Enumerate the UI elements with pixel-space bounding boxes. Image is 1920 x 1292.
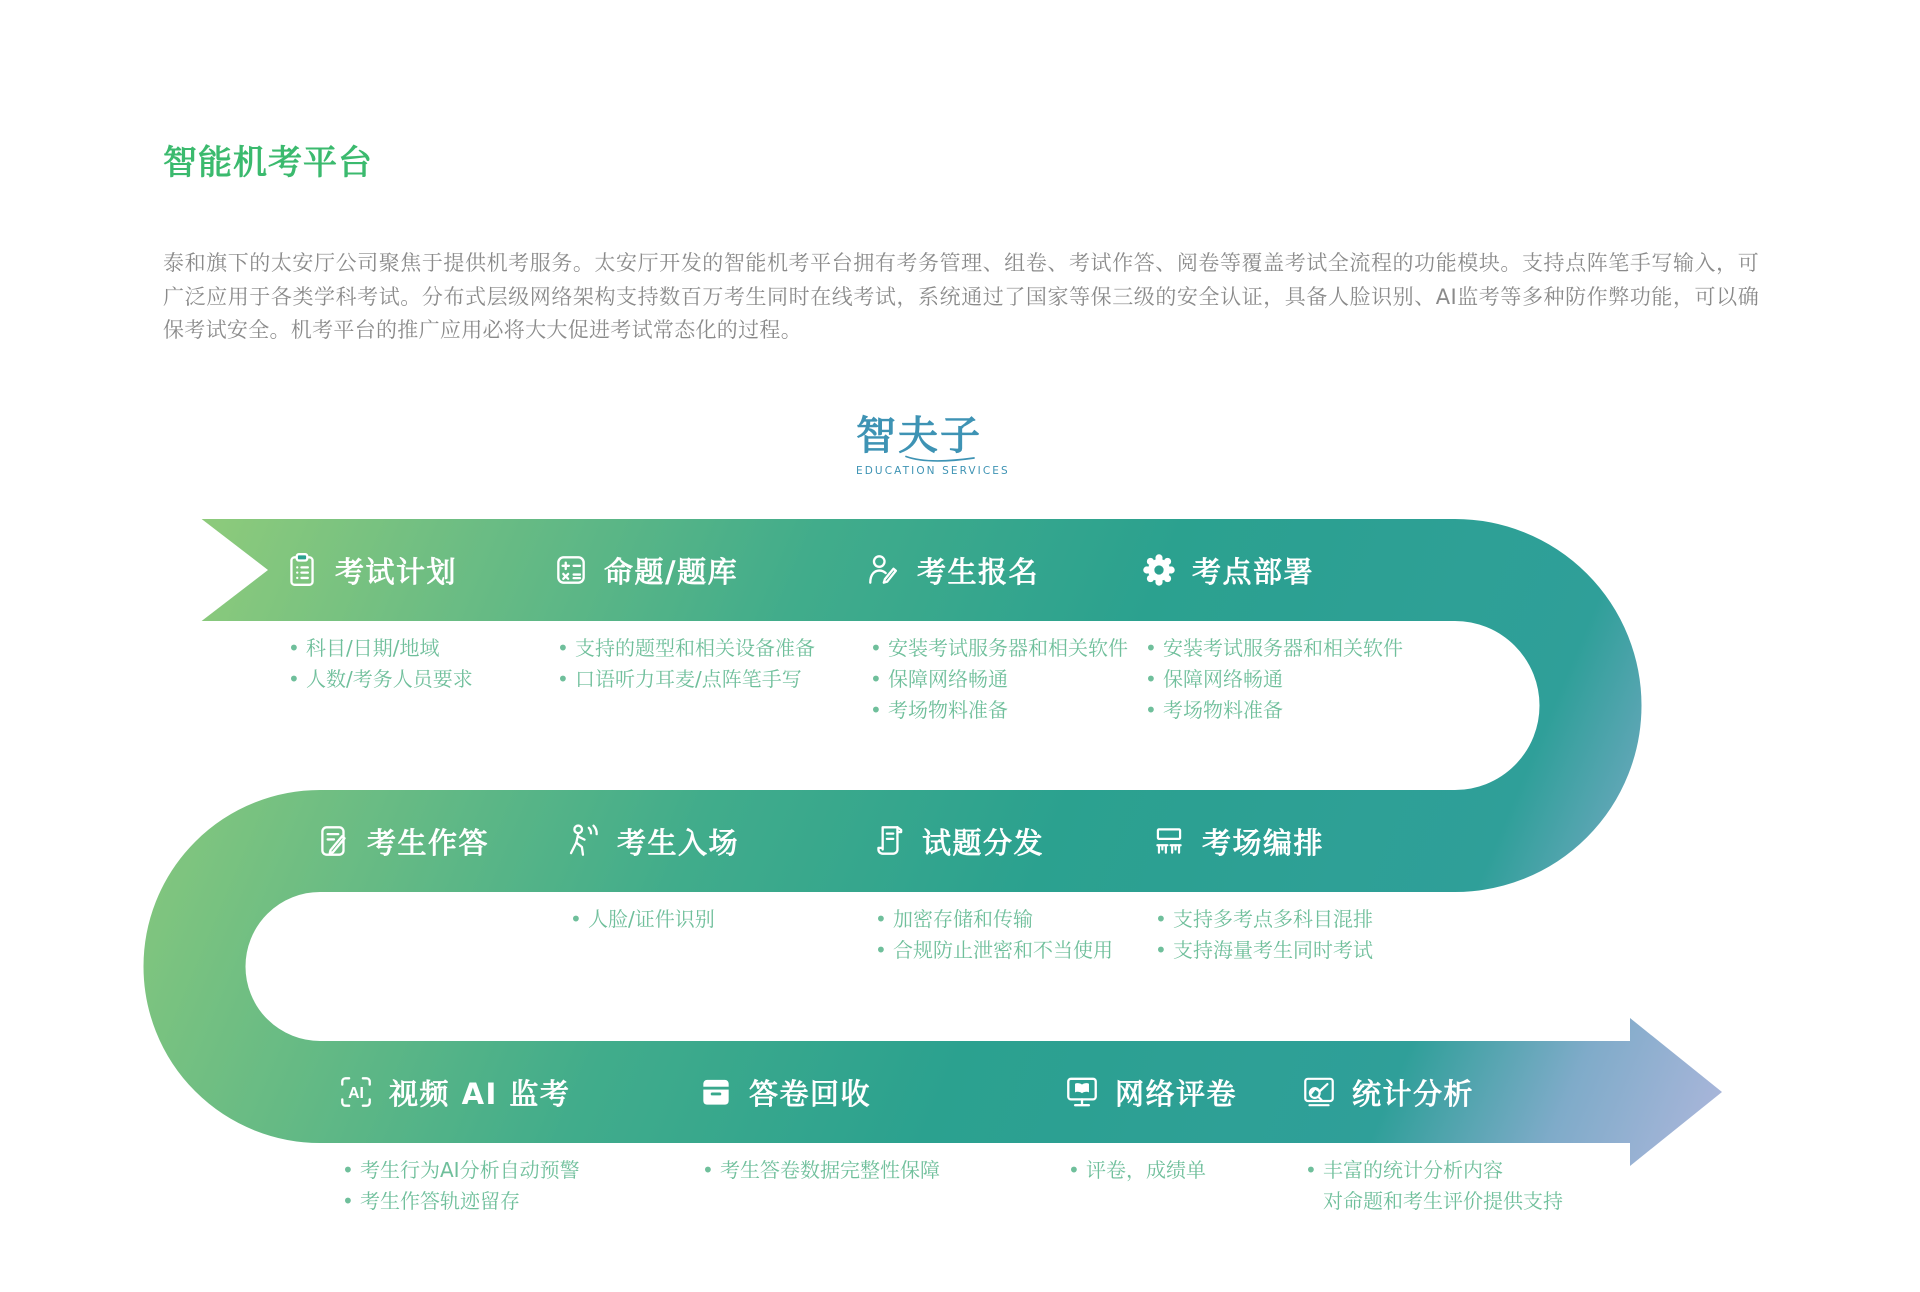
step-label: 考生入场 — [617, 825, 740, 860]
logo-text: 智夫子 — [856, 413, 982, 459]
archive-box-icon — [697, 1073, 735, 1111]
step-label: 统计分析 — [1352, 1076, 1475, 1111]
monitor-book-icon — [1063, 1073, 1101, 1111]
step-bullets — [287, 633, 473, 695]
step-exam-plan — [283, 519, 473, 695]
step-bullets — [874, 904, 1113, 966]
bullet-item: • 保障网络畅通 — [1144, 664, 1403, 695]
bullet-item: • 安装考试服务器和相关软件 — [869, 633, 1128, 664]
step-bullets — [1144, 633, 1403, 726]
bullet-item: • 考场物料准备 — [1144, 695, 1403, 726]
scroll-icon — [870, 822, 908, 860]
step-label: 答卷回收 — [749, 1076, 872, 1111]
step-room-scheduling — [1150, 790, 1373, 966]
step-label: 考场编排 — [1202, 825, 1325, 860]
bullet-item: • 口语听力耳麦/点阵笔手写 — [556, 664, 815, 695]
bullet-item: • 考生行为AI分析自动预警 — [341, 1155, 580, 1186]
step-candidate-answering — [315, 790, 489, 904]
step-label: 试题分发 — [922, 825, 1045, 860]
person-register-icon — [865, 551, 903, 589]
step-label: 命题/题库 — [604, 554, 739, 589]
gear-icon — [1140, 551, 1178, 589]
intro-paragraph: 泰和旗下的太安厅公司聚焦于提供机考服务。太安厅开发的智能机考平台拥有考务管理、组卷、考试作答、阅卷等覆盖考试全流程的功能模块。支持点阵笔手写输入，可广泛应用于各类学科考试。分布式层级网络架构支持数百万考生同时在线考试，系统通过了国家等保三级的安全认证，具备人脸识别、AI监考等多种防作弊功能，可以确保考试安全。机考平台的推广应用必将大大促进考试常态化的过程。 — [163, 251, 1759, 342]
bullet-item: • 支持海量考生同时考试 — [1154, 935, 1373, 966]
bullet-item: • 安装考试服务器和相关软件 — [1144, 633, 1403, 664]
logo-subtitle: EDUCATION SERVICES — [856, 465, 1010, 477]
step-candidate-registration — [865, 519, 1128, 726]
svg-text:AI: AI — [348, 1084, 364, 1102]
bullet-item: • 丰富的统计分析内容 — [1304, 1155, 1563, 1186]
bullet-item: • 评卷，成绩单 — [1067, 1155, 1237, 1186]
step-bullets — [341, 1155, 580, 1217]
step-label: 考生作答 — [367, 825, 490, 860]
step-online-marking — [1063, 1041, 1237, 1186]
step-bullets — [1154, 904, 1373, 966]
bullet-item: • 加密存储和传输 — [874, 904, 1113, 935]
step-candidate-entry — [565, 790, 739, 935]
bullet-item: • 人数/考务人员要求 — [287, 664, 473, 695]
step-bullets — [569, 904, 739, 935]
step-site-deployment — [1140, 519, 1403, 726]
chart-magnifier-icon — [1300, 1073, 1338, 1111]
step-question-bank — [552, 519, 815, 695]
answer-notebook-icon — [315, 822, 353, 860]
step-paper-distribution — [870, 790, 1113, 966]
bullet-item: 对命题和考生评价提供支持 — [1323, 1189, 1563, 1213]
ai-brackets-icon — [337, 1073, 375, 1111]
step-bullets — [1304, 1155, 1563, 1217]
page-title: 智能机考平台 — [163, 142, 373, 183]
calculator-question-icon — [552, 551, 590, 589]
bullet-item: • 支持多考点多科目混排 — [1154, 904, 1373, 935]
step-label: 考点部署 — [1192, 554, 1315, 589]
bullet-item: • 人脸/证件识别 — [569, 904, 739, 935]
bullet-item: • 保障网络畅通 — [869, 664, 1128, 695]
step-label: 考生报名 — [917, 554, 1040, 589]
bullet-item: • 支持的题型和相关设备准备 — [556, 633, 815, 664]
step-bullets — [1067, 1155, 1237, 1186]
bullet-item: • 科目/日期/地域 — [287, 633, 473, 664]
step-bullets — [556, 633, 815, 695]
step-label: 视频 AI 监考 — [389, 1076, 571, 1111]
clipboard-plan-icon — [283, 551, 321, 589]
walking-person-icon — [565, 822, 603, 860]
step-bullets — [869, 633, 1128, 726]
bullet-item: • 考场物料准备 — [869, 695, 1128, 726]
step-label: 考试计划 — [335, 554, 458, 589]
step-statistics-analysis — [1300, 1041, 1563, 1217]
bullet-item: • 考生作答轨迹留存 — [341, 1186, 580, 1217]
step-answer-collection — [697, 1041, 940, 1186]
bullet-item: • 考生答卷数据完整性保障 — [701, 1155, 940, 1186]
flow-arrowhead — [1630, 1018, 1722, 1166]
step-bullets — [701, 1155, 940, 1186]
exam-room-icon — [1150, 822, 1188, 860]
bullet-item: • 合规防止泄密和不当使用 — [874, 935, 1113, 966]
step-label: 网络评卷 — [1115, 1076, 1238, 1111]
step-ai-proctoring — [337, 1041, 580, 1217]
